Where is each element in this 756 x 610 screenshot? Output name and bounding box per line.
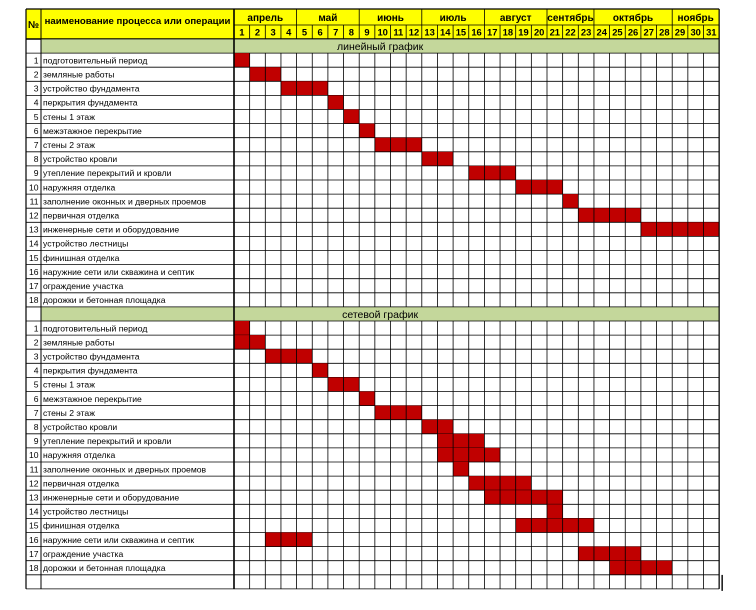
task-name: дорожки и бетонная площадка (43, 562, 166, 573)
section-title: сетевой график (342, 308, 419, 321)
gantt-bar (406, 406, 422, 420)
week-number: 31 (706, 26, 717, 38)
task-number: 2 (33, 337, 39, 348)
gantt-bar (250, 67, 266, 81)
gantt-bar (704, 222, 720, 236)
task-name: финишная отделка (43, 252, 120, 263)
task-number: 6 (33, 125, 39, 136)
gantt-bar (594, 547, 610, 561)
gantt-bar (516, 476, 532, 490)
gantt-bar (469, 166, 485, 180)
week-number: 10 (377, 26, 388, 38)
task-name: утепление перекрытий и кровли (43, 168, 172, 179)
month-label: июль (439, 13, 467, 24)
week-number: 9 (364, 26, 370, 38)
gantt-bar (344, 110, 360, 124)
gantt-bar (657, 561, 673, 575)
task-name: устройство кровли (43, 154, 118, 165)
week-number: 12 (408, 26, 420, 38)
week-number: 30 (690, 26, 701, 38)
task-number: 17 (28, 280, 39, 291)
gantt-bar (234, 53, 250, 67)
gantt-bar (610, 208, 626, 222)
gantt-bar (437, 420, 453, 434)
gantt-bar (531, 518, 547, 532)
task-name: заполнение оконных и дверных проемов (43, 464, 207, 475)
task-name: утепление перекрытий и кровли (43, 436, 172, 447)
gantt-bar (312, 81, 328, 95)
week-number: 14 (440, 26, 451, 38)
gantt-bar (422, 420, 438, 434)
task-number: 5 (33, 111, 39, 122)
task-name: стены 1 этаж (43, 379, 95, 390)
task-number: 12 (28, 478, 39, 489)
task-number: 16 (28, 534, 39, 545)
gantt-bar (344, 377, 360, 391)
gantt-bar (500, 490, 516, 504)
task-name: наружние сети или скважина и септик (43, 534, 195, 545)
task-number: 2 (33, 69, 39, 80)
task-name: земляные работы (43, 337, 115, 348)
gantt-bar (547, 490, 563, 504)
gantt-bar (500, 166, 516, 180)
week-number: 18 (502, 26, 514, 38)
task-number: 11 (29, 196, 39, 207)
task-number: 11 (29, 464, 39, 475)
gantt-bar (547, 180, 563, 194)
week-number: 1 (239, 26, 245, 38)
gantt-bar (500, 476, 516, 490)
task-number: 16 (28, 266, 39, 277)
week-number: 27 (643, 26, 654, 38)
gantt-bar (375, 406, 391, 420)
gantt-bar (484, 476, 500, 490)
gantt-bar (657, 222, 673, 236)
gantt-bar (563, 518, 579, 532)
task-number: 9 (33, 436, 39, 447)
task-name: наружняя отделка (43, 182, 116, 193)
task-name: стены 2 этаж (43, 139, 95, 150)
gantt-bar (437, 448, 453, 462)
task-name: заполнение оконных и дверных проемов (43, 196, 207, 207)
week-number: 28 (659, 26, 670, 38)
task-number: 3 (33, 83, 39, 94)
task-name: наружние сети или скважина и септик (43, 266, 195, 277)
gantt-bar (437, 152, 453, 166)
week-number: 5 (301, 26, 308, 38)
gantt-bar (234, 321, 250, 335)
task-name: финишная отделка (43, 520, 120, 531)
task-name: устройство лестницы (43, 506, 129, 517)
gantt-bar (610, 547, 626, 561)
gantt-bar (453, 462, 469, 476)
week-number: 26 (627, 26, 639, 38)
gantt-bar (250, 335, 266, 349)
gantt-bar (469, 434, 485, 448)
task-name: устройство фундамента (43, 351, 140, 362)
task-number: 6 (33, 393, 39, 404)
week-number: 29 (674, 26, 686, 38)
gantt-bar (484, 448, 500, 462)
gantt-bar (234, 335, 250, 349)
week-number: 6 (317, 26, 323, 38)
gantt-bar (297, 81, 313, 95)
task-name: устройство кровли (43, 421, 118, 432)
week-number: 23 (580, 26, 592, 38)
gantt-bar (281, 533, 297, 547)
gantt-bar (265, 349, 281, 363)
task-name: подготовительный период (43, 55, 148, 66)
task-number: 15 (28, 252, 39, 263)
name-header: наименование процесса или операции (44, 16, 231, 27)
week-number: 25 (612, 26, 623, 38)
gantt-bar (375, 138, 391, 152)
gantt-bar (625, 208, 641, 222)
task-number: 10 (28, 182, 39, 193)
task-name: инженерные сети и оборудование (43, 492, 180, 503)
task-name: межэтажное перекрытие (43, 393, 142, 404)
task-name: первичная отделка (43, 478, 120, 489)
gantt-bar (578, 518, 594, 532)
task-name: первичная отделка (43, 210, 120, 221)
task-name: устройство фундамента (43, 83, 140, 94)
task-name: инженерные сети и оборудование (43, 224, 180, 235)
task-name: стены 1 этаж (43, 111, 95, 122)
month-label: июнь (377, 13, 404, 24)
task-number: 4 (33, 365, 39, 376)
gantt-bar (484, 490, 500, 504)
task-number: 9 (33, 168, 39, 179)
gantt-bar (641, 561, 657, 575)
month-label: октябрь (612, 13, 654, 24)
month-label: ноябрь (677, 13, 714, 24)
task-name: наружняя отделка (43, 450, 116, 461)
week-number: 20 (533, 26, 545, 38)
task-number: 4 (33, 97, 39, 108)
task-number: 1 (33, 323, 39, 334)
week-number: 15 (455, 26, 467, 38)
gantt-bar (578, 547, 594, 561)
task-name: перкрытия фундамента (43, 365, 138, 376)
gantt-bar (469, 448, 485, 462)
task-name: дорожки и бетонная площадка (43, 295, 166, 306)
gantt-bar (625, 547, 641, 561)
task-number: 12 (28, 210, 39, 221)
task-name: земляные работы (43, 69, 115, 80)
month-label: сентябрь (547, 13, 594, 24)
week-number: 3 (270, 26, 276, 38)
gantt-bar (484, 166, 500, 180)
gantt-bar (281, 349, 297, 363)
gantt-bar (578, 208, 594, 222)
gantt-bar (453, 448, 469, 462)
gantt-bar (672, 222, 688, 236)
task-name: устройство лестницы (43, 238, 129, 249)
week-number: 22 (565, 26, 576, 38)
week-number: 13 (424, 26, 435, 38)
task-name: подготовительный период (43, 323, 148, 334)
gantt-bar (547, 518, 563, 532)
task-number: 10 (28, 450, 39, 461)
gantt-bar (265, 67, 281, 81)
task-number: 14 (28, 238, 39, 249)
gantt-bar (453, 434, 469, 448)
gantt-bar (641, 222, 657, 236)
gantt-bar (391, 406, 407, 420)
week-number: 2 (254, 26, 261, 38)
gantt-bar (437, 434, 453, 448)
task-number: 14 (28, 506, 39, 517)
month-label: август (499, 13, 532, 24)
task-number: 8 (33, 421, 39, 432)
num-header: № (27, 20, 40, 31)
gantt-bar (516, 490, 532, 504)
gantt-bar (359, 124, 375, 138)
gantt-bar (610, 561, 626, 575)
week-number: 19 (518, 26, 529, 38)
gantt-bar (297, 349, 313, 363)
week-number: 11 (393, 26, 404, 38)
task-name: ограждение участка (43, 548, 124, 559)
task-name: перкрытия фундамента (43, 97, 138, 108)
gantt-bar (297, 533, 313, 547)
week-number: 17 (487, 26, 498, 38)
gantt-bar (594, 208, 610, 222)
gantt-bar (265, 533, 281, 547)
gantt-bar (359, 392, 375, 406)
task-number: 5 (33, 379, 39, 390)
gantt-bar (516, 518, 532, 532)
gantt-bar (469, 476, 485, 490)
task-name: межэтажное перекрытие (43, 125, 142, 136)
gantt-bar (531, 180, 547, 194)
week-number: 4 (286, 26, 292, 38)
task-number: 7 (33, 407, 39, 418)
week-number: 7 (333, 26, 339, 38)
task-number: 1 (33, 55, 39, 66)
section-title: линейный график (336, 41, 424, 54)
gantt-bar (312, 363, 328, 377)
task-name: стены 2 этаж (43, 407, 95, 418)
task-number: 13 (28, 224, 39, 235)
task-number: 7 (33, 139, 39, 150)
week-number: 21 (549, 26, 561, 38)
task-number: 3 (33, 351, 39, 362)
gantt-bar (406, 138, 422, 152)
task-name: ограждение участка (43, 280, 124, 291)
gantt-bar (531, 490, 547, 504)
task-number: 18 (28, 562, 39, 573)
task-number: 18 (28, 295, 39, 306)
gantt-bar (391, 138, 407, 152)
task-number: 13 (28, 492, 39, 503)
task-number: 15 (28, 520, 39, 531)
gantt-bar (281, 81, 297, 95)
task-number: 17 (28, 548, 39, 559)
task-number: 8 (33, 154, 39, 165)
week-number: 24 (596, 26, 607, 38)
month-label: апрель (247, 13, 284, 24)
gantt-bar (625, 561, 641, 575)
gantt-bar (547, 504, 563, 518)
gantt-bar (563, 194, 579, 208)
gantt-bar (328, 377, 344, 391)
month-label: май (318, 13, 338, 24)
gantt-bar (328, 95, 344, 109)
week-number: 8 (348, 26, 354, 38)
gantt-bar (516, 180, 532, 194)
gantt-bar (422, 152, 438, 166)
week-number: 16 (471, 26, 482, 38)
gantt-bar (688, 222, 704, 236)
